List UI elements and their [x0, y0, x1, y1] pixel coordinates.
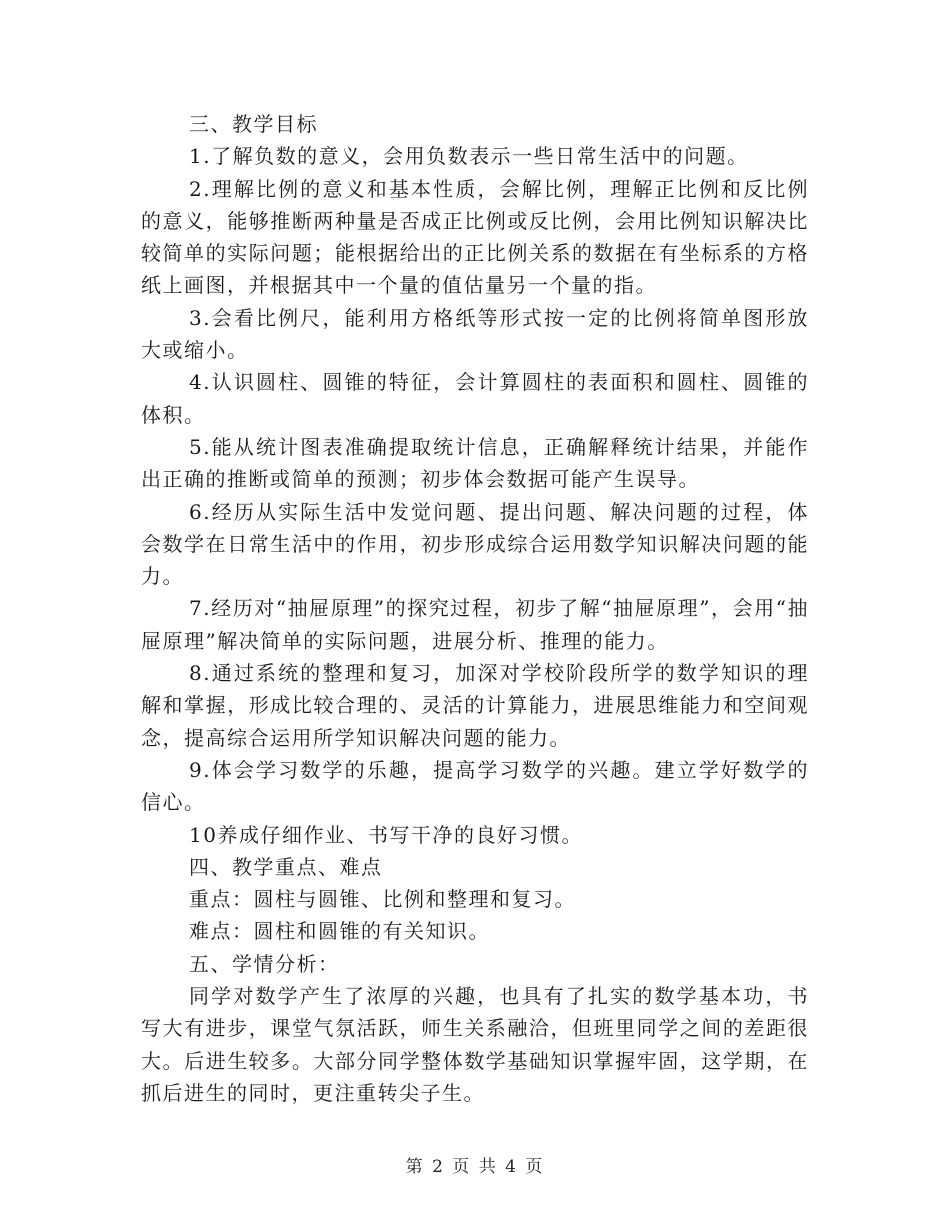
- document-body: [141, 108, 809, 1109]
- section-heading-goals: 三、教学目标: [189, 112, 318, 136]
- goal-item-5: 5.能从统计图表准确提取统计信息，正确解释统计结果，并能作出正确的推断或简单的预测；初步体会数据可能产生误导。: [141, 434, 809, 492]
- goal-item-10: 10养成仔细作业、书写干净的良好习惯。: [189, 822, 583, 847]
- page-number-footer: 第 2 页 共 4 页: [405, 1157, 545, 1177]
- goal-item-6: 6.经历从实际生活中发觉问题、提出问题、解决问题的过程，体会数学在日常生活中的作用，初步形成综合运用数学知识解决问题的能力。: [141, 499, 809, 589]
- difficult-point-text: 难点：圆柱和圆锥的有关知识。: [189, 919, 490, 944]
- goal-item-2: 2.理解比例的意义和基本性质，会解比例，理解正比例和反比例的意义，能够推断两种量是否成正比例或反比例，会用比例知识解决比较简单的实际问题；能根据给出的正比例关系的数据在有坐标系的方格纸上画图，并根据其中一个量的值估量另一个量的指。: [141, 176, 809, 298]
- section-heading-key-points: 四、教学重点、难点: [189, 854, 383, 879]
- goal-item-4: 4.认识圆柱、圆锥的特征，会计算圆柱的表面积和圆柱、圆锥的体积。: [141, 370, 809, 427]
- goal-item-1: 1.了解负数的意义，会用负数表示一些日常生活中的问题。: [189, 144, 749, 169]
- key-point-text: 重点：圆柱与圆锥、比例和整理和复习。: [189, 887, 576, 912]
- goal-item-3: 3.会看比例尺，能利用方格纸等形式按一定的比例将简单图形放大或缩小。: [141, 305, 809, 363]
- goal-item-7: 7.经历对“抽屉原理”的探究过程，初步了解“抽屉原理”，会用“抽屉原理”解决简单的实际问题，进展分析、推理的能力。: [141, 596, 809, 653]
- section-heading-analysis: 五、学情分析：: [189, 951, 340, 976]
- goal-item-9: 9.体会学习数学的乐趣，提高学习数学的兴趣。建立学好数学的信心。: [141, 757, 809, 815]
- analysis-paragraph: 同学对数学产生了浓厚的兴趣，也具有了扎实的数学基本功，书写大有进步，课堂气氛活跃，师生关系融洽，但班里同学之间的差距很大。后进生较多。大部分同学整体数学基础知识掌握牢固，这学期，在抓后进生的同时，更注重转尖子生。: [141, 984, 809, 1105]
- goal-item-8: 8.通过系统的整理和复习，加深对学校阶段所学的数学知识的理解和掌握，形成比较合理的、灵活的计算能力，进展思维能力和空间观念，提高综合运用所学知识解决问题的能力。: [141, 661, 809, 750]
